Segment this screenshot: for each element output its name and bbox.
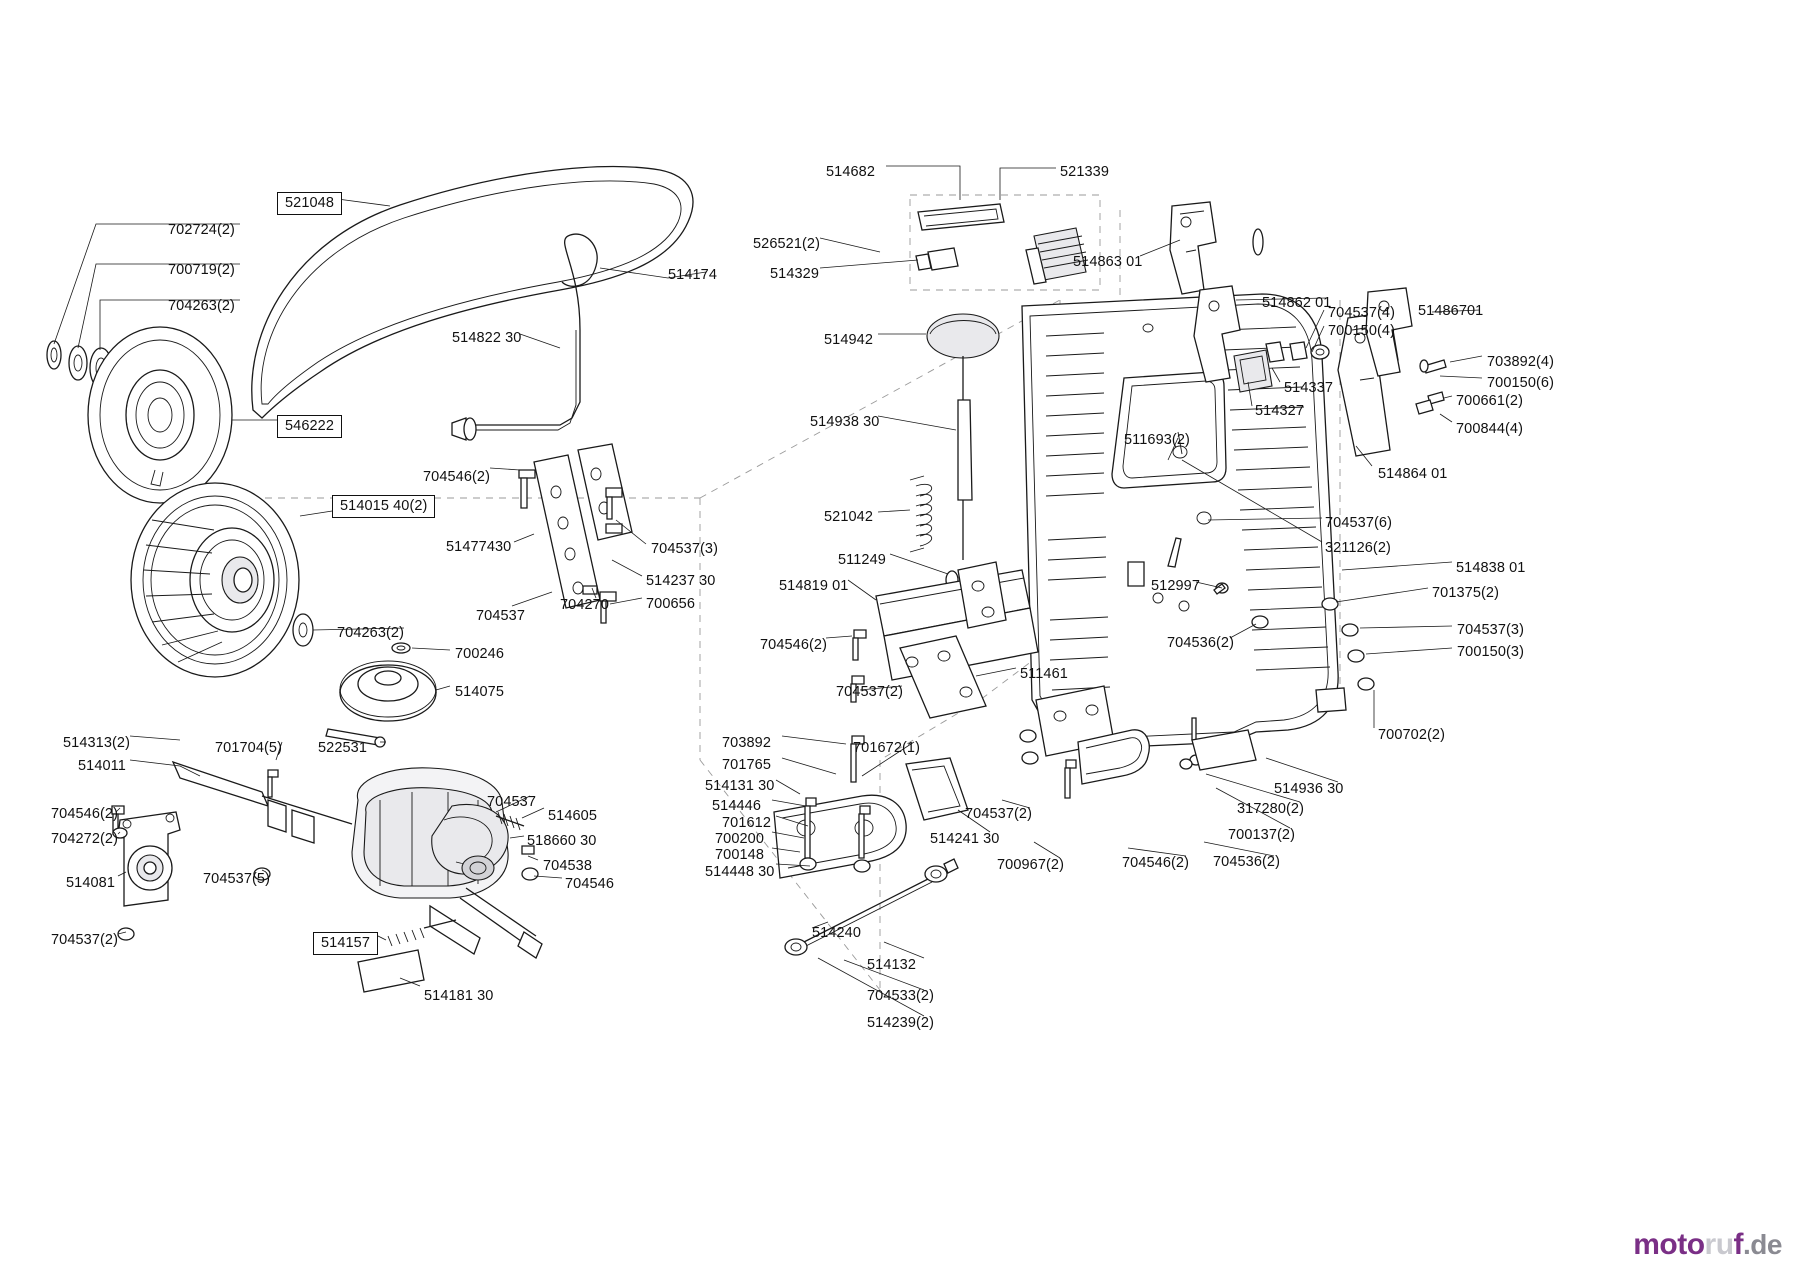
part-label-511249: 511249 (838, 552, 886, 568)
part-label-51486301: 514863 01 (1073, 254, 1143, 270)
part-label-7009672: 700967(2) (997, 857, 1065, 873)
part-label-521339: 521339 (1060, 164, 1109, 180)
part-label-7045332: 704533(2) (867, 988, 935, 1004)
part-label-3172802: 317280(2) (1237, 801, 1305, 817)
part-label-701612: 701612 (722, 815, 771, 831)
part-label-7045462: 704546(2) (423, 469, 491, 485)
part-label-5116932: 511693(2) (1124, 432, 1190, 448)
part-label-5142392: 514239(2) (867, 1015, 935, 1031)
part-label-701765: 701765 (722, 757, 771, 773)
part-label-7045374: 704537(4) (1328, 305, 1396, 321)
part-label-51423730: 514237 30 (646, 573, 716, 589)
part-label-7045462: 704546(2) (1122, 855, 1190, 871)
part-label-51493830: 514938 30 (810, 414, 880, 430)
part-label-51413130: 514131 30 (705, 778, 775, 794)
part-label-7001503: 700150(3) (1457, 644, 1525, 660)
part-label-514132: 514132 (867, 957, 916, 973)
part-label-51493630: 514936 30 (1274, 781, 1344, 797)
part-label-7042632: 704263(2) (167, 298, 235, 314)
part-label-7045372: 704537(2) (965, 806, 1033, 822)
part-label-5143132: 514313(2) (63, 735, 131, 751)
part-label-514605: 514605 (548, 808, 597, 824)
part-label-7016721: 701672(1) (853, 740, 921, 756)
part-label-51486201: 514862 01 (1262, 295, 1332, 311)
part-label-3211262: 321126(2) (1325, 540, 1391, 556)
part-label-704270: 704270 (560, 597, 609, 613)
part-label-51477430: 51477430 (446, 539, 512, 555)
part-label-7001506: 700150(6) (1487, 375, 1555, 391)
part-label-514011: 514011 (78, 758, 126, 774)
part-label-7045373: 704537(3) (1457, 622, 1525, 638)
part-label-521048: 521048 (277, 192, 342, 215)
part-label-521042: 521042 (824, 509, 873, 525)
part-label-7045375: 704537(5) (203, 871, 271, 887)
part-label-7045362: 704536(2) (1167, 635, 1235, 651)
part-label-51481901: 514819 01 (779, 578, 849, 594)
part-label-514682: 514682 (826, 164, 875, 180)
part-label-7045373: 704537(3) (651, 541, 719, 557)
part-label-700148: 700148 (715, 847, 764, 863)
part-label-51418130: 514181 30 (424, 988, 494, 1004)
part-label-7045462: 704546(2) (760, 637, 828, 653)
part-label-5265212: 526521(2) (753, 236, 821, 252)
part-label-514081: 514081 (66, 875, 115, 891)
part-label-7007192: 700719(2) (167, 262, 235, 278)
part-label-7008444: 700844(4) (1456, 421, 1524, 437)
part-label-514015402: 514015 40(2) (332, 495, 435, 518)
part-label-51444830: 514448 30 (705, 864, 775, 880)
watermark: motoruf.de (1633, 1228, 1782, 1261)
part-label-7027242: 702724(2) (167, 222, 235, 238)
part-label-51866030: 518660 30 (527, 833, 597, 849)
part-label-514329: 514329 (770, 266, 819, 282)
part-label-7038924: 703892(4) (1487, 354, 1555, 370)
part-label-514240: 514240 (812, 925, 861, 941)
part-label-7045372: 704537(2) (51, 932, 119, 948)
part-label-51424130: 514241 30 (930, 831, 1000, 847)
part-label-704546: 704546 (565, 876, 614, 892)
part-label-514337: 514337 (1284, 380, 1333, 396)
part-label-704537: 704537 (476, 608, 525, 624)
part-label-514942: 514942 (824, 332, 873, 348)
part-label-51486701: 51486701 (1418, 303, 1484, 319)
part-label-514327: 514327 (1255, 403, 1304, 419)
part-label-7045362: 704536(2) (1213, 854, 1281, 870)
part-label-7007022: 700702(2) (1378, 727, 1446, 743)
part-label-700656: 700656 (646, 596, 695, 612)
part-label-7042722: 704272(2) (51, 831, 119, 847)
part-label-514075: 514075 (455, 684, 504, 700)
part-label-522531: 522531 (318, 740, 367, 756)
part-label-514446: 514446 (712, 798, 761, 814)
part-label-7045462: 704546(2) (51, 806, 119, 822)
part-label-703892: 703892 (722, 735, 771, 751)
part-label-51483801: 514838 01 (1456, 560, 1526, 576)
part-label-51486401: 514864 01 (1378, 466, 1448, 482)
part-label-704538: 704538 (543, 858, 592, 874)
part-label-704537: 704537 (487, 794, 536, 810)
part-label-7001372: 700137(2) (1228, 827, 1296, 843)
part-label-700246: 700246 (455, 646, 504, 662)
part-label-7013752: 701375(2) (1432, 585, 1500, 601)
part-label-7045376: 704537(6) (1325, 515, 1393, 531)
part-label-7006612: 700661(2) (1456, 393, 1524, 409)
part-label-511461: 511461 (1020, 666, 1068, 682)
part-label-7017045: 701704(5) (215, 740, 283, 756)
part-label-700200: 700200 (715, 831, 764, 847)
part-label-7001504: 700150(4) (1328, 323, 1396, 339)
part-label-514174: 514174 (668, 267, 717, 283)
part-label-51482230: 514822 30 (452, 330, 522, 346)
part-label-7042632: 704263(2) (337, 625, 405, 641)
part-label-512997: 512997 (1151, 578, 1200, 594)
part-label-514157: 514157 (313, 932, 378, 955)
part-label-7045372: 704537(2) (836, 684, 904, 700)
part-label-546222: 546222 (277, 415, 342, 438)
